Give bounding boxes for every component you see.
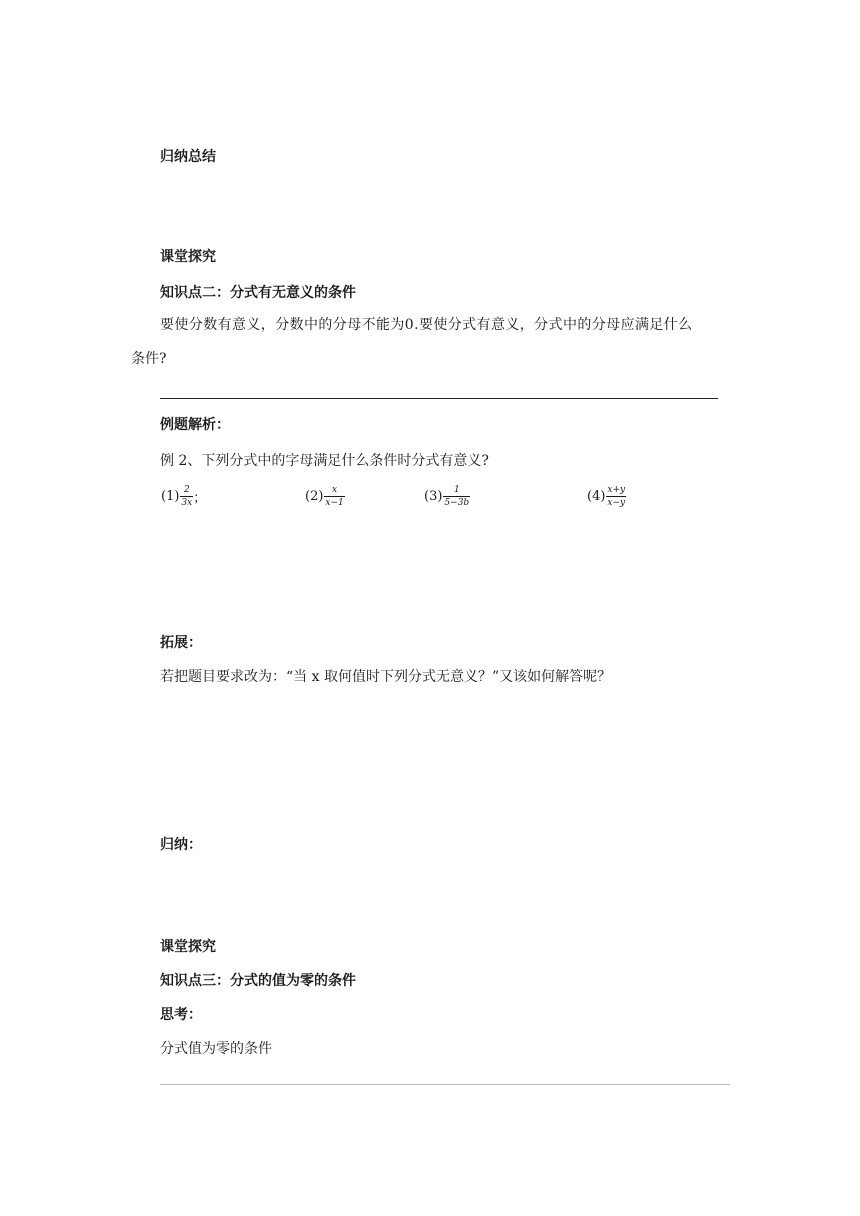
think-text: 分式值为零的条件 bbox=[160, 1041, 272, 1057]
fraction-item-4 bbox=[587, 485, 626, 508]
numerator: 2 bbox=[183, 485, 190, 495]
extension-heading: 拓展： bbox=[160, 635, 202, 651]
example-question: 例 2、下列分式中的字母满足什么条件时分式有意义? bbox=[160, 453, 489, 469]
fraction-item-2 bbox=[305, 485, 345, 508]
knowledge-point-2-heading: 知识点二：分式有无意义的条件 bbox=[160, 285, 356, 301]
answer-line-1 bbox=[160, 398, 718, 399]
fraction-item-3 bbox=[424, 485, 470, 508]
knowledge-point-2-text-line2: 条件? bbox=[131, 351, 167, 367]
knowledge-point-2-text-line1: 要使分数有意义，分数中的分母不能为0.要使分式有意义，分式中的分母应满足什么 bbox=[160, 317, 693, 333]
fraction bbox=[606, 485, 626, 508]
item-label: (2) bbox=[305, 489, 324, 504]
explore-heading-1: 课堂探究 bbox=[160, 249, 216, 265]
item-label: (3) bbox=[424, 489, 443, 504]
numerator: 1 bbox=[453, 485, 460, 495]
item-label: (4) bbox=[587, 489, 606, 504]
denominator: 5−3b bbox=[444, 498, 470, 508]
example-heading: 例题解析： bbox=[160, 417, 230, 433]
fraction-bar bbox=[324, 496, 344, 497]
item-suffix: ； bbox=[193, 491, 207, 506]
think-heading: 思考： bbox=[160, 1007, 202, 1023]
explore-heading-2: 课堂探究 bbox=[160, 939, 216, 955]
fraction bbox=[324, 485, 344, 508]
fraction-item-1 bbox=[161, 485, 206, 508]
fraction-bar bbox=[606, 496, 626, 497]
denominator: x−1 bbox=[325, 498, 344, 508]
knowledge-point-3-heading: 知识点三：分式的值为零的条件 bbox=[160, 973, 356, 989]
numerator: x bbox=[332, 485, 338, 495]
fraction-bar bbox=[443, 496, 470, 497]
fraction bbox=[443, 485, 470, 508]
fraction bbox=[180, 485, 193, 508]
denominator: 3x bbox=[181, 498, 193, 508]
fraction-bar bbox=[180, 496, 193, 497]
induction-heading: 归纳： bbox=[160, 837, 202, 853]
extension-text: 若把题目要求改为：“当 x 取何值时下列分式无意义？”又该如何解答呢？ bbox=[160, 669, 612, 685]
item-label: (1) bbox=[161, 489, 180, 504]
denominator: x−y bbox=[607, 498, 626, 508]
numerator: x+y bbox=[607, 485, 626, 495]
summary-heading: 归纳总结 bbox=[160, 149, 216, 165]
answer-line-2 bbox=[160, 1084, 730, 1085]
